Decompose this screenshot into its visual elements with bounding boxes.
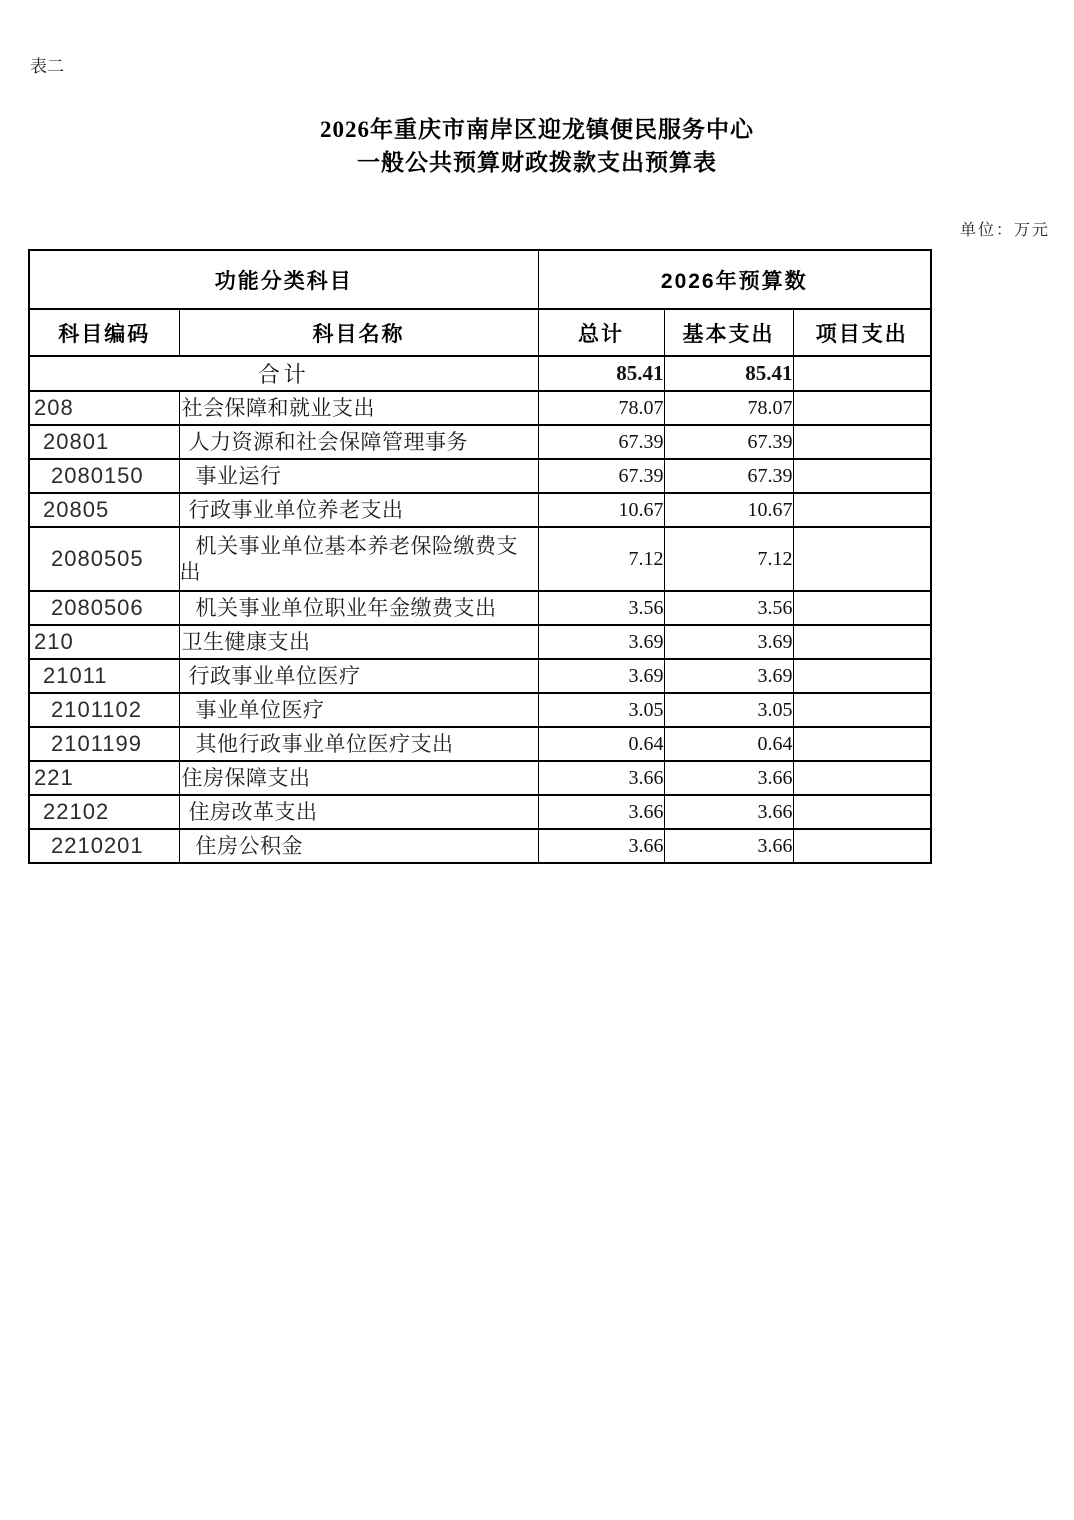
total-cell: 67.39	[538, 425, 664, 459]
table-row	[29, 527, 931, 591]
table-header-group-row	[29, 250, 931, 309]
basic-cell: 3.66	[664, 829, 793, 863]
header-functional-classification: 功能分类科目	[29, 250, 538, 309]
basic-cell: 10.67	[664, 493, 793, 527]
subject-code-cell: 20805	[29, 493, 179, 527]
basic-cell: 3.69	[664, 625, 793, 659]
subject-code-cell: 2080506	[29, 591, 179, 625]
table-row	[29, 493, 931, 527]
document-title-line1: 2026年重庆市南岸区迎龙镇便民服务中心	[320, 117, 754, 142]
project-cell	[793, 795, 931, 829]
subject-code-cell: 2080505	[29, 527, 179, 591]
table-row	[29, 425, 931, 459]
project-cell	[793, 761, 931, 795]
subject-name-cell: 机关事业单位基本养老保险缴费支出	[179, 527, 538, 591]
project-cell	[793, 493, 931, 527]
total-cell: 3.69	[538, 625, 664, 659]
project-cell	[793, 591, 931, 625]
basic-cell: 7.12	[664, 527, 793, 591]
subject-name-cell: 其他行政事业单位医疗支出	[179, 727, 538, 761]
table-row	[29, 693, 931, 727]
col-header-subject-name: 科目名称	[179, 309, 538, 356]
unit-label: 单位：万元	[959, 222, 1050, 239]
basic-cell: 3.56	[664, 591, 793, 625]
total-sum-cell: 85.41	[538, 356, 664, 391]
table-row	[29, 391, 931, 425]
col-header-subject-code: 科目编码	[29, 309, 179, 356]
subject-code-cell: 221	[29, 761, 179, 795]
total-cell: 3.66	[538, 829, 664, 863]
subject-code-cell: 208	[29, 391, 179, 425]
total-cell: 10.67	[538, 493, 664, 527]
table-row	[29, 591, 931, 625]
table-row	[29, 459, 931, 493]
col-header-basic-expenditure: 基本支出	[664, 309, 793, 356]
project-cell	[793, 829, 931, 863]
subject-code-cell: 20801	[29, 425, 179, 459]
subject-name-cell: 行政事业单位医疗	[179, 659, 538, 693]
basic-cell: 67.39	[664, 459, 793, 493]
total-cell: 3.66	[538, 761, 664, 795]
total-cell: 67.39	[538, 459, 664, 493]
project-cell	[793, 659, 931, 693]
subject-name-cell: 机关事业单位职业年金缴费支出	[179, 591, 538, 625]
col-header-total: 总计	[538, 309, 664, 356]
subject-name-cell: 卫生健康支出	[179, 625, 538, 659]
table-row	[29, 625, 931, 659]
table-row	[29, 761, 931, 795]
table-row	[29, 727, 931, 761]
project-cell	[793, 527, 931, 591]
document-title	[0, 113, 1074, 179]
budget-table	[28, 249, 932, 864]
project-cell	[793, 391, 931, 425]
subject-code-cell: 2101102	[29, 693, 179, 727]
subject-name-cell: 住房改革支出	[179, 795, 538, 829]
basic-cell: 67.39	[664, 425, 793, 459]
total-cell: 3.66	[538, 795, 664, 829]
table-row	[29, 795, 931, 829]
project-cell	[793, 459, 931, 493]
subject-name-cell: 人力资源和社会保障管理事务	[179, 425, 538, 459]
table-header-columns-row	[29, 309, 931, 356]
table-number-label: 表二	[30, 57, 64, 76]
total-cell: 3.05	[538, 693, 664, 727]
total-cell: 0.64	[538, 727, 664, 761]
subject-name-cell: 行政事业单位养老支出	[179, 493, 538, 527]
total-basic-cell: 85.41	[664, 356, 793, 391]
project-cell	[793, 625, 931, 659]
subject-code-cell: 22102	[29, 795, 179, 829]
total-cell: 3.69	[538, 659, 664, 693]
total-cell: 78.07	[538, 391, 664, 425]
subject-name-cell: 住房保障支出	[179, 761, 538, 795]
subject-code-cell: 210	[29, 625, 179, 659]
project-cell	[793, 425, 931, 459]
total-cell: 7.12	[538, 527, 664, 591]
basic-cell: 78.07	[664, 391, 793, 425]
subject-name-cell: 住房公积金	[179, 829, 538, 863]
subject-code-cell: 2101199	[29, 727, 179, 761]
subject-code-cell: 2080150	[29, 459, 179, 493]
subject-name-cell: 事业单位医疗	[179, 693, 538, 727]
basic-cell: 0.64	[664, 727, 793, 761]
subject-code-cell: 2210201	[29, 829, 179, 863]
document-title-line2: 一般公共预算财政拨款支出预算表	[357, 150, 717, 175]
basic-cell: 3.05	[664, 693, 793, 727]
subject-name-cell: 社会保障和就业支出	[179, 391, 538, 425]
subject-name-cell: 事业运行	[179, 459, 538, 493]
table-row	[29, 659, 931, 693]
basic-cell: 3.66	[664, 795, 793, 829]
table-row-total	[29, 356, 931, 391]
basic-cell: 3.69	[664, 659, 793, 693]
project-cell	[793, 693, 931, 727]
total-cell: 3.56	[538, 591, 664, 625]
total-label-cell: 合计	[29, 356, 538, 391]
basic-cell: 3.66	[664, 761, 793, 795]
col-header-project-expenditure: 项目支出	[793, 309, 931, 356]
header-budget-2026: 2026年预算数	[538, 250, 931, 309]
subject-code-cell: 21011	[29, 659, 179, 693]
table-row	[29, 829, 931, 863]
project-cell	[793, 727, 931, 761]
total-project-cell	[793, 356, 931, 391]
